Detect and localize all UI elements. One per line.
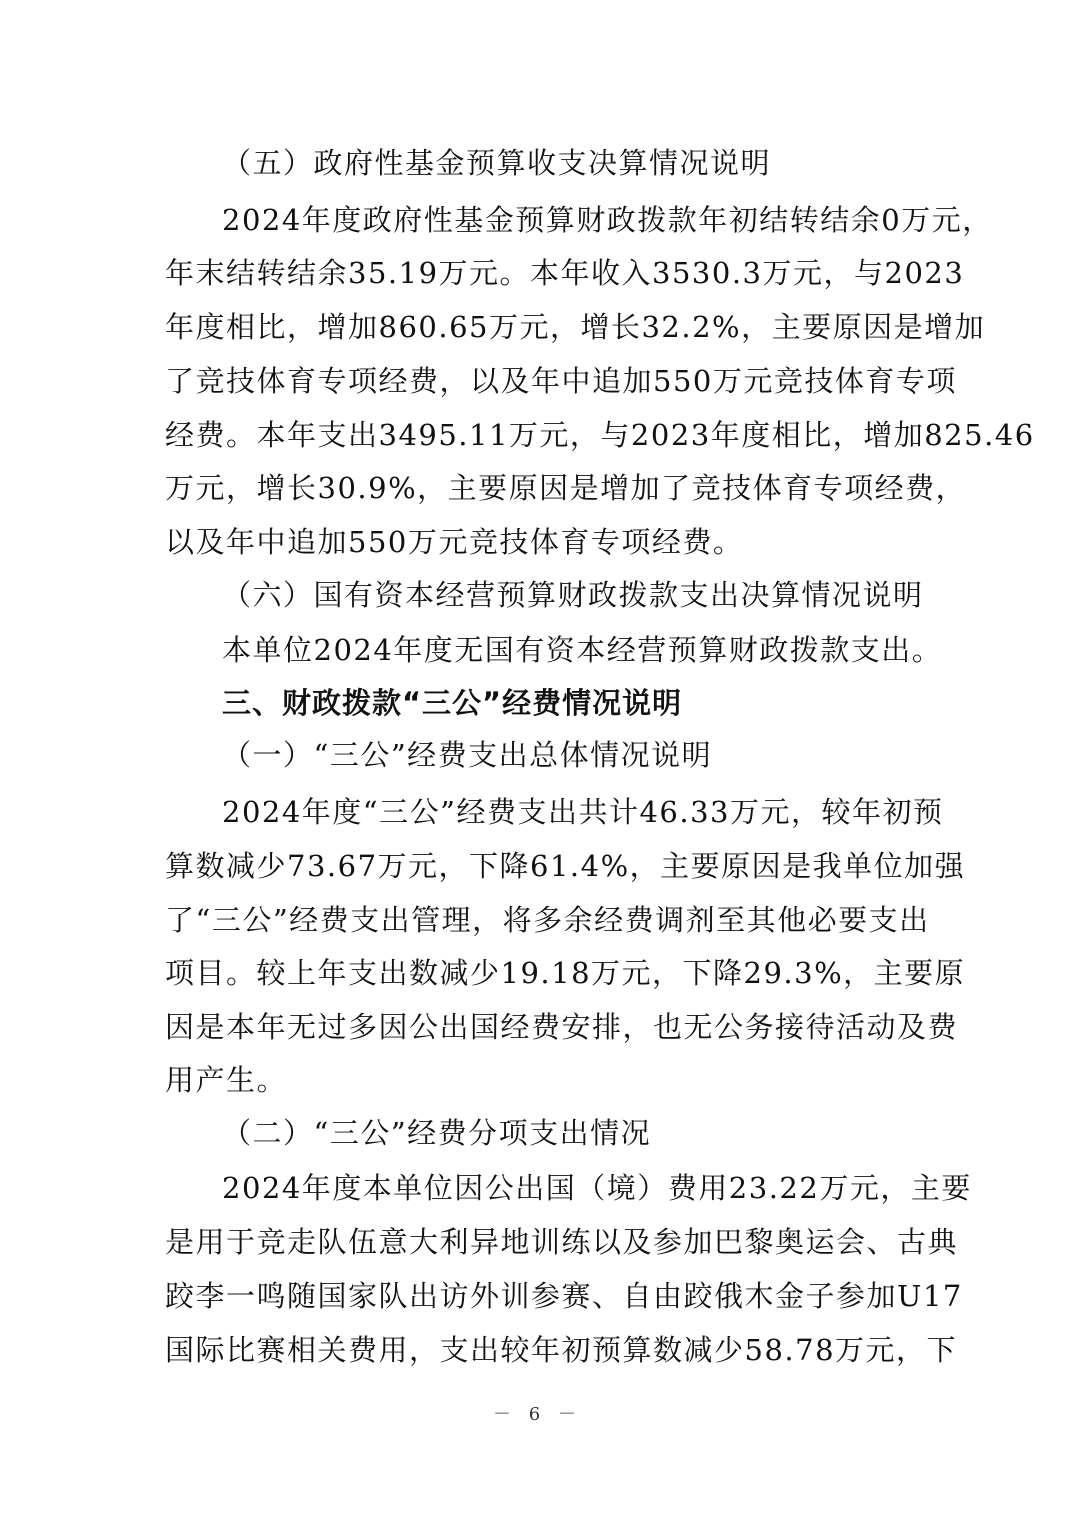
section-heading-6: （六）国有资本经营预算财政拨款支出决算情况说明	[222, 578, 924, 612]
paragraph-line: 经费。本年支出3495.11万元，与2023年度相比，增加825.46	[165, 418, 1035, 452]
paragraph-line: 万元，增长30.9%，主要原因是增加了竞技体育专项经费，	[165, 471, 967, 505]
paragraph-line: 了竞技体育专项经费，以及年中追加550万元竞技体育专项	[165, 364, 957, 398]
paragraph-line: 用产生。	[165, 1063, 288, 1097]
chapter-heading-3: 三、财政拨款“三公”经费情况说明	[222, 686, 683, 720]
paragraph-line: 2024年度本单位因公出国（境）费用23.22万元，主要	[222, 1171, 972, 1205]
paragraph-line: 2024年度“三公”经费支出共计46.33万元，较年初预	[222, 795, 944, 829]
paragraph-line: 国际比赛相关费用，支出较年初预算数减少58.78万元，下	[165, 1333, 958, 1367]
page-number: － 6 －	[493, 1404, 582, 1425]
paragraph-line: 因是本年无过多因公出国经费安排，也无公务接待活动及费	[165, 1010, 959, 1044]
paragraph-line: 年末结转结余35.19万元。本年收入3530.3万元，与2023	[165, 256, 965, 290]
section-heading-1: （一）“三公”经费支出总体情况说明	[222, 738, 713, 772]
paragraph-line: 年度相比，增加860.65万元，增长32.2%，主要原因是增加	[165, 310, 986, 344]
paragraph-line: 以及年中追加550万元竞技体育专项经费。	[165, 525, 744, 559]
paragraph-line: 项目。较上年支出数减少19.18万元，下降29.3%，主要原	[165, 956, 966, 990]
paragraph-line: 2024年度政府性基金预算财政拨款年初结转结余0万元，	[222, 203, 993, 237]
section-heading-5: （五）政府性基金预算收支决算情况说明	[222, 146, 772, 180]
paragraph-line: 算数减少73.67万元，下降61.4%，主要原因是我单位加强	[165, 849, 966, 883]
paragraph-line: 本单位2024年度无国有资本经营预算财政拨款支出。	[222, 633, 943, 667]
paragraph-line: 跤李一鸣随国家队出访外训参赛、自由跤俄木金子参加U17	[165, 1279, 963, 1313]
section-heading-2: （二）“三公”经费分项支出情况	[222, 1116, 652, 1150]
paragraph-line: 是用于竞走队伍意大利异地训练以及参加巴黎奥运会、古典	[165, 1225, 959, 1259]
paragraph-line: 了“三公”经费支出管理，将多余经费调剂至其他必要支出	[165, 903, 930, 937]
